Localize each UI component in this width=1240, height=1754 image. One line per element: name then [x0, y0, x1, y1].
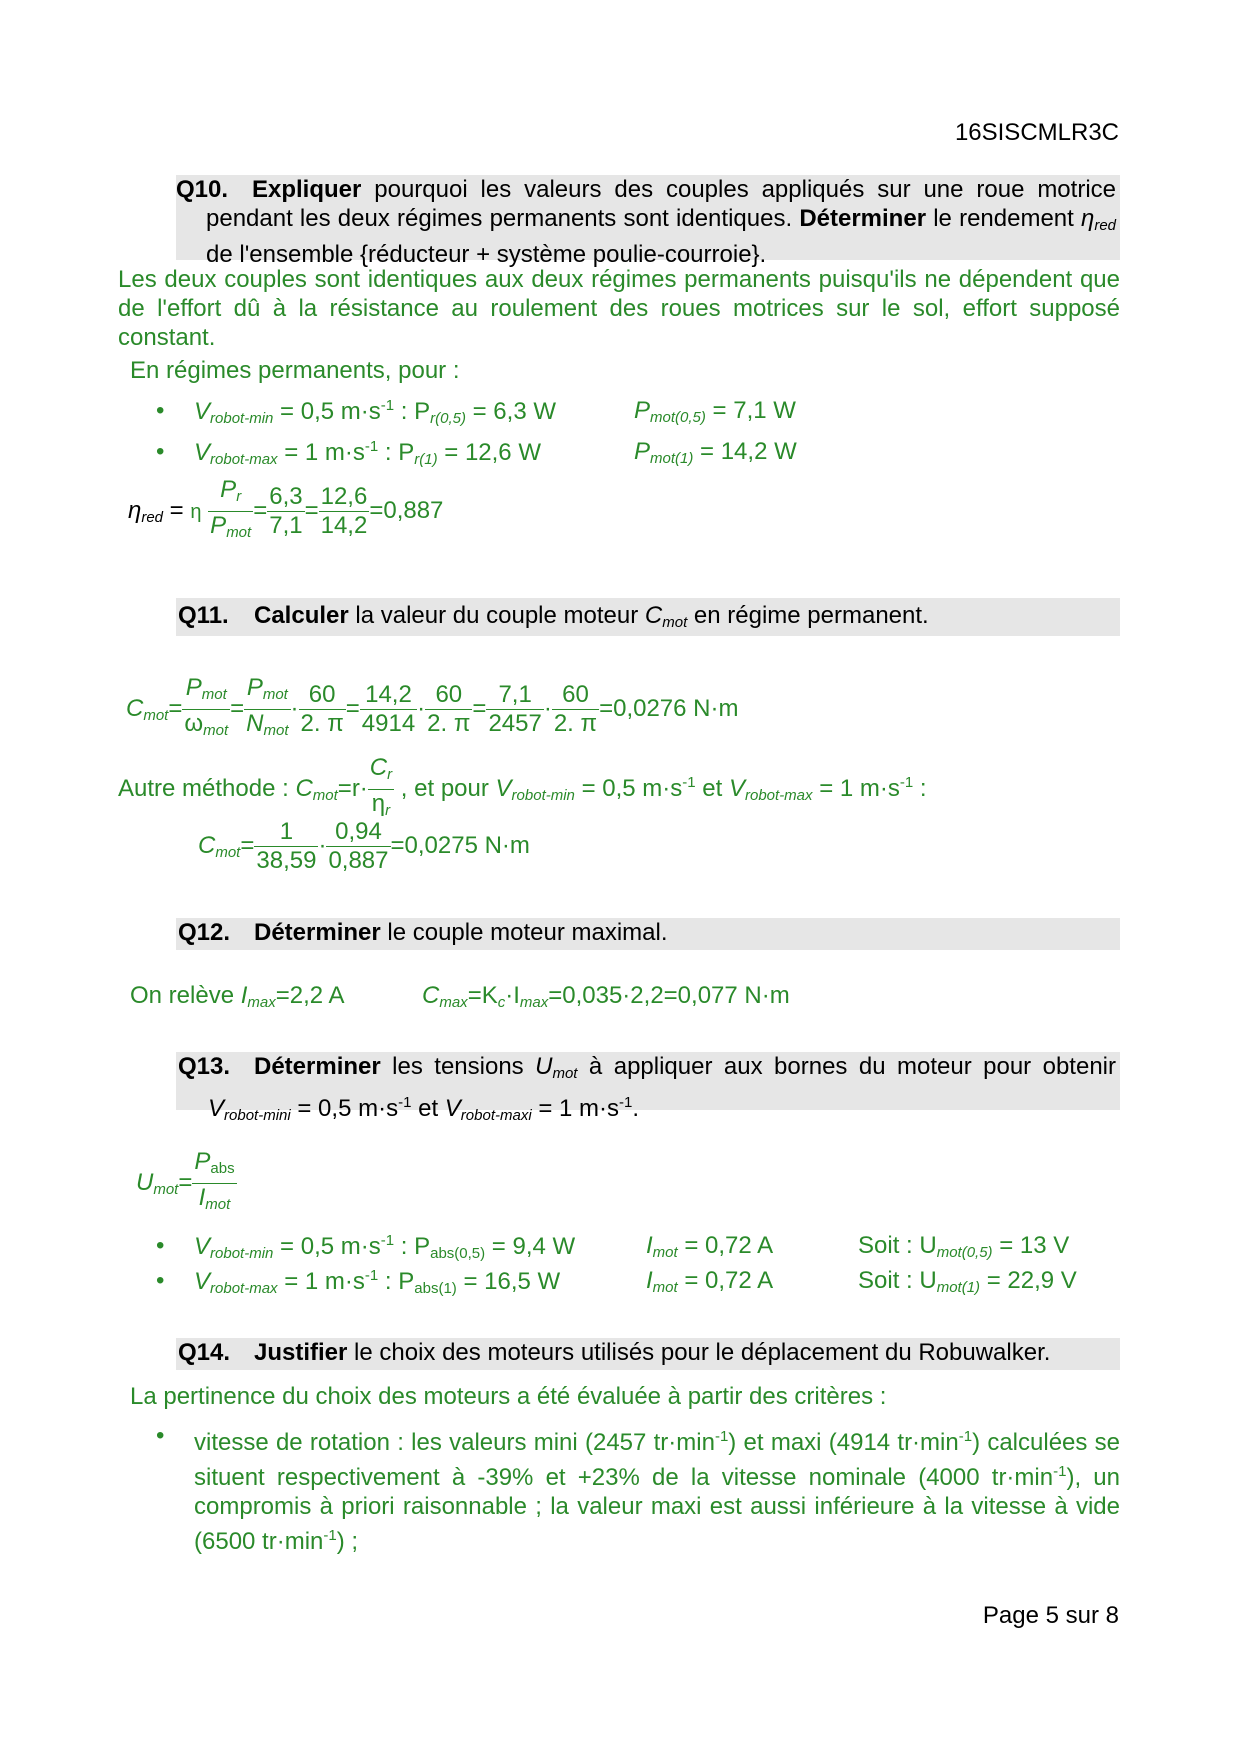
list-item-value: $P_{mot(0,5)} = 7,1$ W — [634, 397, 796, 426]
instruction-verb: Déterminer — [799, 205, 927, 232]
list-item-value: $P_{mot(1)} = 14,2$ W — [634, 438, 797, 467]
question-number: Q10. — [176, 176, 229, 203]
answer-intro: La pertinence du choix des moteurs a été évaluée à partir des critères : — [130, 1383, 887, 1410]
list-item-voltage: Soit : $U_{mot(0,5)} = 13$ V — [858, 1232, 1070, 1261]
instruction-verb: Expliquer — [252, 176, 362, 203]
max-torque-equation: $C_{max}=K_c\cdot I_{max}=0,035\cdot 2,2=0,077$ N·m — [422, 982, 790, 1011]
instruction-verb: Calculer — [254, 602, 349, 629]
symbol: η — [1081, 205, 1095, 232]
list-item-current: $I_{mot} = 0,72$ A — [646, 1232, 774, 1261]
question-text: pourquoi les valeurs des couples appliqués sur une roue motrice pendant les deux régimes permanents sont identiques. — [206, 176, 1116, 232]
question-number: Q11. — [178, 602, 229, 629]
list-item: $V_{robot-max} = 1$ $m\cdot s^{-1}$ : $P_{r(1)} = 12,6$ W — [194, 438, 541, 468]
max-torque-line: On relève $I_{max}=2,2$ A — [130, 982, 345, 1011]
question-q12: Q12. Déterminer le couple moteur maximal. — [176, 918, 1120, 950]
efficiency-equation: $\eta_{red} = \eta$ $\frac{P_r}{P_{mot}}$ = $\frac{6,3}{7,1}$ = $\frac{12,6}{14,2}$ =0,887 — [128, 476, 444, 541]
question-text: de l'ensemble {réducteur + système poulie-courroie}. — [206, 241, 767, 268]
page-number: Page 5 sur 8 — [982, 1602, 1119, 1629]
list-item-current: $I_{mot} = 0,72$ A — [646, 1267, 774, 1296]
list-item: vitesse de rotation : les valeurs mini (2457 $tr\cdot\min^{-1}$) et maxi (4914 $tr\cdot\min^{-1}$) calculées se situent respectivement à -39% et +23% de la vitesse nominale (4000 $tr\cdot\min^{-1}$), un compromis à priori raisonnable ; la valeur maxi est aussi inférieure à la vitesse à vide (6500 $tr\cdot\min^{-1}$) ; — [194, 1428, 1120, 1555]
torque-equation-2: $C_{mot}=$ $\frac{1}{38,59}$ · $\frac{0,94}{0,887}$ =0,0275 N·m — [198, 818, 530, 874]
bullet-icon: • — [156, 397, 165, 424]
instruction-verb: Justifier — [254, 1339, 348, 1366]
question-number: Q12. — [178, 919, 231, 946]
list-item: $V_{robot-min} = 0,5$ $m\cdot s^{-1}$ : $P_{abs(0,5)} = 9,4$ W — [194, 1232, 576, 1262]
bullet-icon: • — [156, 1267, 165, 1294]
alternative-method: Autre méthode : $C_{mot}=r\cdot$ $\frac{C_r}{\eta_r}$ , et pour $V_{robot-min} = 0,5$ $m\cdot s^{-1}$ et $V_{robot-max} = 1$ $m\cdot s^{-1}$ : — [118, 754, 927, 819]
voltage-equation: $U_{mot}=$ $\frac{P_{abs}}{I_{mot}}$ — [136, 1148, 235, 1213]
list-item-voltage: Soit : $U_{mot(1)} = 22,9$ V — [858, 1267, 1077, 1296]
instruction-verb: Déterminer — [254, 1053, 381, 1080]
symbol-sub: red — [1094, 217, 1117, 234]
question-text: le rendement — [926, 205, 1081, 232]
answer-intro: En régimes permanents, pour : — [130, 357, 460, 384]
answer-q10: Les deux couples sont identiques aux deux régimes permanents puisqu'ils ne dépendent que de l'effort dû à la résistance au roulement des roues motrices sur le sol, effort supposé constant. — [118, 266, 1120, 351]
bullet-icon: • — [156, 1232, 165, 1259]
question-q13: Q13. Déterminer les tensions $U_{mot}$ à appliquer aux bornes du moteur pour obtenir $V_{robot-mini} = 0,5$ $m\cdot s^{-1}$ et $V_{robot-maxi} = 1$ $m\cdot s^{-1}$. — [176, 1052, 1120, 1110]
list-item: $V_{robot-min} = 0,5$ $m\cdot s^{-1}$ : $P_{r(0,5)} = 6,3$ W — [194, 397, 556, 427]
question-q11: Q11. Calculer la valeur du couple moteur $C_{mot}$ en régime permanent. — [176, 598, 1120, 636]
question-number: Q13. — [178, 1053, 231, 1080]
instruction-verb: Déterminer — [254, 919, 381, 946]
question-q14: Q14. Justifier le choix des moteurs utilisés pour le déplacement du Robuwalker. — [176, 1338, 1120, 1370]
question-q10 — [176, 175, 1120, 268]
bullet-icon: • — [156, 1422, 165, 1449]
bullet-icon: • — [156, 438, 165, 465]
document-code: 16SISCMLR3C — [954, 119, 1119, 146]
question-number: Q14. — [178, 1339, 231, 1366]
torque-equation: $C_{mot}=$ $\frac{P_{mot}}{\omega_{mot}}$ = $\frac{P_{mot}}{N_{mot}}$ · $\frac{60}{2. \pi}$ = $\frac{14,2}{4914}$ · $\frac{60}{2. \pi}$ = $\frac{7,1}{2457}$ · $\frac{60}{2. \pi}$ =0,0276 N·m — [126, 674, 739, 739]
list-item: $V_{robot-max} = 1$ $m\cdot s^{-1}$ : $P_{abs(1)} = 16,5$ W — [194, 1267, 561, 1297]
